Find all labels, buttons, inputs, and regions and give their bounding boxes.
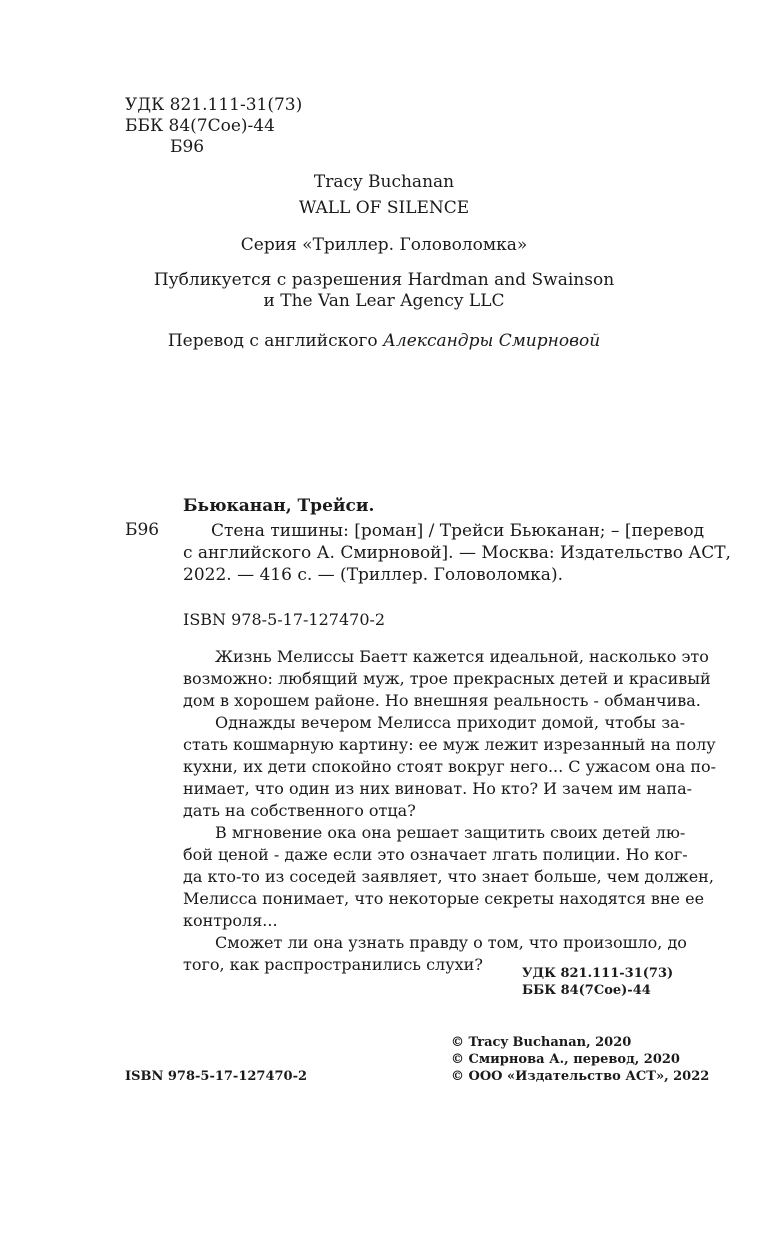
permission-line-1: Публикуется с разрешения Hardman and Swainson — [153, 270, 615, 290]
annotation-line: стать кошмарную картину: ее муж лежит изрезанный на полу — [183, 735, 716, 754]
copyright-author: © Tracy Buchanan, 2020 — [451, 1035, 632, 1050]
annotation-line: Однажды вечером Мелисса приходит домой, чтобы за- — [215, 713, 685, 732]
annotation-line: В мгновение ока она решает защитить своих детей лю- — [215, 823, 686, 842]
udk-code: УДК 821.111-31(73) — [125, 95, 303, 115]
annotation-line: Жизнь Мелиссы Баетт кажется идеальной, насколько это — [215, 647, 709, 666]
catalog-isbn: ISBN 978-5-17-127470-2 — [183, 610, 386, 629]
annotation-line: дом в хорошем районе. Но внешняя реальность - обманчива. — [183, 691, 701, 710]
permission-line-2: и The Van Lear Agency LLC — [263, 291, 505, 311]
original-title: WALL OF SILENCE — [298, 198, 470, 218]
annotation-line: кухни, их дети спокойно стоят вокруг него... С ужасом она по- — [183, 757, 717, 776]
annotation-line: возможно: любящий муж, трое прекрасных детей и красивый — [183, 669, 711, 688]
translation-line — [0, 331, 768, 352]
catalog-line: Стена тишины: [роман] / Трейси Бьюканан; – [перевод — [211, 521, 705, 541]
bbk-code: ББК 84(7Сое)-44 — [125, 116, 275, 136]
annotation-line: нимает, что один из них виноват. Но кто? И зачем им напа- — [183, 779, 693, 798]
translation-prefix: Перевод с английского — [167, 331, 384, 351]
catalog-description — [183, 520, 731, 586]
catalog-author-mark: Б96 — [125, 520, 160, 540]
footer-bbk: ББК 84(7Сое)-44 — [522, 983, 651, 998]
annotation-line: дать на собственного отца? — [183, 801, 416, 820]
series-line: Серия «Триллер. Головоломка» — [240, 235, 528, 255]
translator-name: Александры Смирновой — [383, 331, 601, 351]
catalog-heading: Бьюканан, Трейси. — [183, 496, 375, 516]
catalog-line: с английского А. Смирновой]. — Москва: Издательство АСТ, — [183, 543, 731, 563]
catalog-line: 2022. — 416 с. — (Триллер. Головоломка). — [183, 565, 563, 585]
annotation-line: да кто-то из соседей заявляет, что знает больше, чем должен, — [183, 867, 714, 886]
original-author: Tracy Buchanan — [313, 172, 455, 192]
annotation-line: Сможет ли она узнать правду о том, что произошло, до — [215, 933, 687, 952]
annotation — [183, 646, 717, 976]
copyright-publisher: © ООО «Издательство АСТ», 2022 — [451, 1069, 710, 1084]
annotation-line: Мелисса понимает, что некоторые секреты находятся вне ее — [183, 889, 705, 908]
annotation-line: бой ценой - даже если это означает лгать полиции. Но ког- — [183, 845, 688, 864]
annotation-line: контроля... — [183, 911, 278, 930]
footer-udk: УДК 821.111-31(73) — [522, 966, 674, 981]
bottom-isbn: ISBN 978-5-17-127470-2 — [125, 1069, 308, 1084]
annotation-line: того, как распространились слухи? — [183, 955, 483, 974]
copyright-translation: © Смирнова А., перевод, 2020 — [451, 1052, 680, 1067]
author-mark: Б96 — [170, 137, 205, 157]
